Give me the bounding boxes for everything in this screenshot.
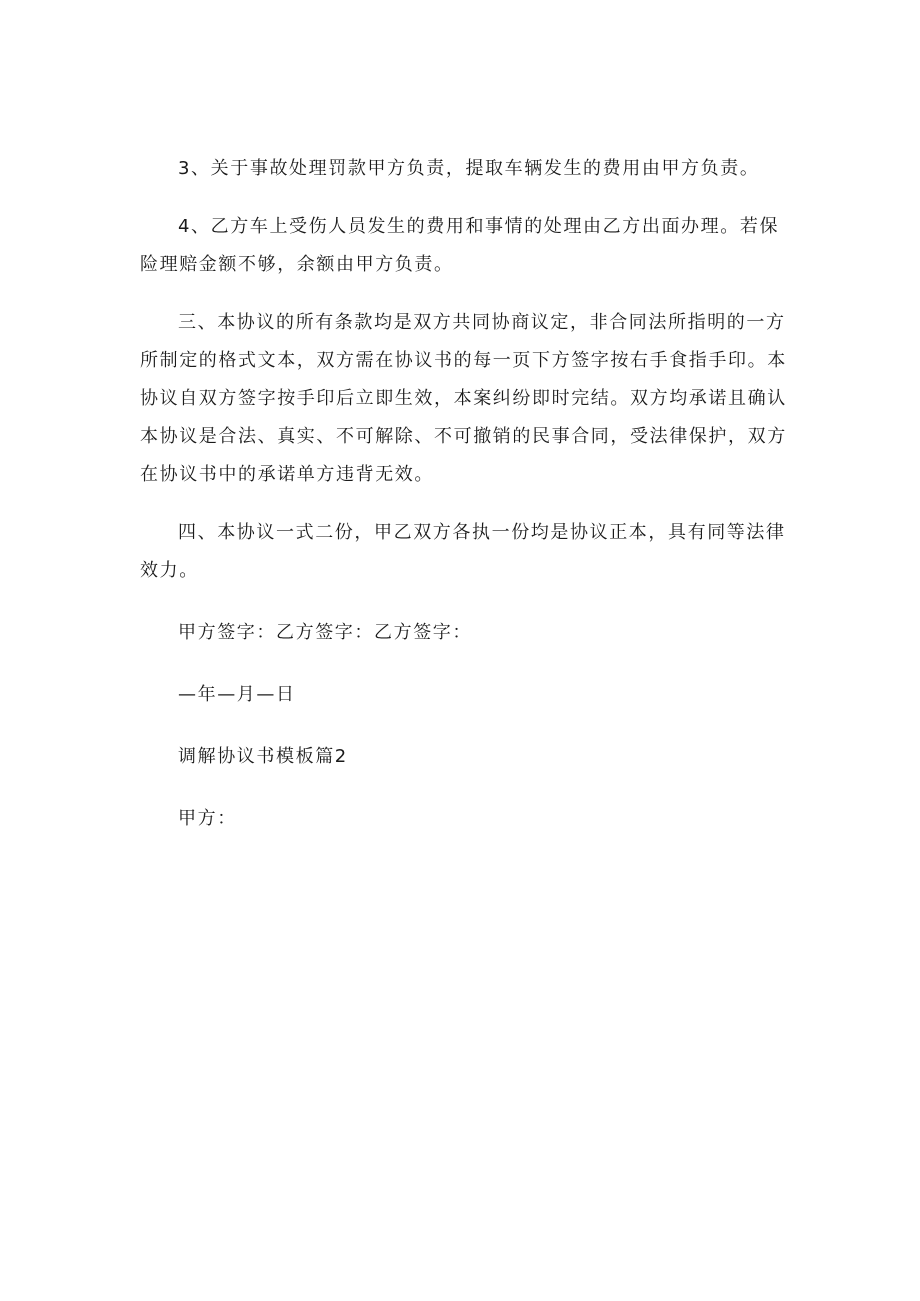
clause-4: 4、乙方车上受伤人员发生的费用和事情的处理由乙方出面办理。若保险理赔金额不够，余额由甲方负责。 — [140, 216, 780, 275]
section-four: 四、本协议一式二份，甲乙双方各执一份均是协议正本，具有同等法律效力。 — [140, 522, 786, 581]
signature-line: 甲方签字：乙方签字：乙方签字： — [178, 622, 472, 643]
section-three: 三、本协议的所有条款均是双方共同协商议定，非合同法所指明的一方所制定的格式文本，双方需在协议书的每一页下方签字按右手食指手印。本协议自双方签字按手印后立即生效，本案纠纷即时完结。双方均承诺且确认本协议是合法、真实、不可解除、不可撤销的民事合同，受法律保护，双方在协议书中的承诺单方违背无效。 — [140, 312, 787, 485]
template-title: 调解协议书模板篇2 — [178, 746, 348, 767]
date-line: —年—月—日 — [178, 684, 296, 705]
clause-3: 3、关于事故处理罚款甲方负责，提取车辆发生的费用由甲方负责。 — [178, 158, 760, 179]
party-a-label: 甲方： — [178, 808, 237, 829]
document-body — [140, 150, 790, 838]
